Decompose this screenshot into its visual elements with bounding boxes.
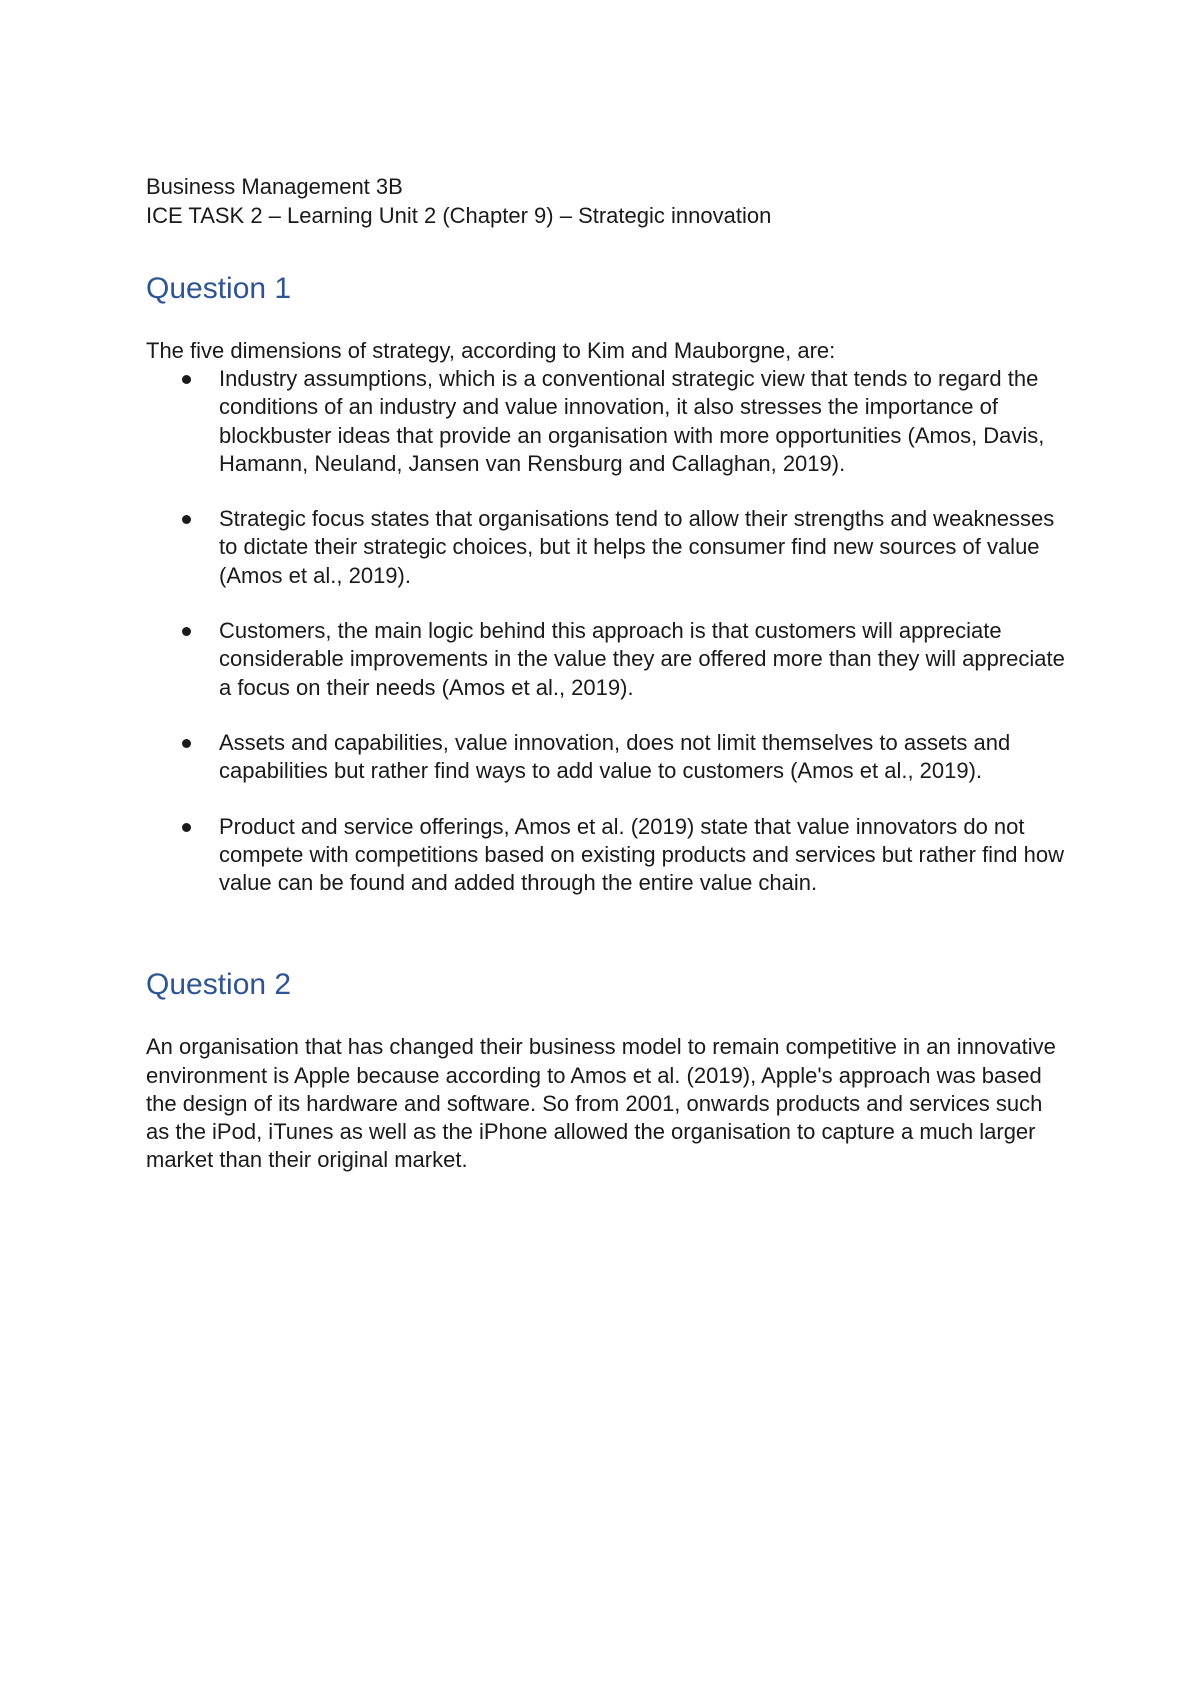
question-1-heading: Question 1	[146, 272, 292, 305]
course-title: Business Management 3B	[146, 174, 403, 199]
bullet-icon	[182, 515, 191, 524]
bullet-icon	[182, 823, 191, 832]
document-body	[146, 172, 1066, 1174]
list-item	[146, 365, 1066, 478]
bullet-icon	[182, 375, 191, 384]
list-item	[146, 729, 1066, 786]
list-item-text: Product and service offerings, Amos et al. (2019) state that value innovators do not compete with competitions based on existing products and services but rather find how value can be found and added through the entire value chain.	[219, 813, 1065, 896]
list-item	[146, 505, 1066, 590]
list-item	[146, 617, 1066, 702]
list-item-text: Customers, the main logic behind this approach is that customers will appreciate considerable improvements in the value they are offered more than they will appreciate a focus on their needs (Amos et al., 2019).	[219, 618, 1065, 700]
list-item	[146, 813, 1066, 898]
bullet-icon	[182, 627, 191, 636]
question-2-answer: An organisation that has changed their business model to remain competitive in an innovative environment is Apple because according to Amos et al. (2019), Apple's approach was based the design of its hardware and software. So from 2001, onwards products and services such as the iPod, iTunes as well as the iPhone allowed the organisation to capture a much larger market than their original market.	[146, 1034, 1056, 1173]
list-item-text: Industry assumptions, which is a conventional strategic view that tends to regard the conditions of an industry and value innovation, it also stresses the importance of blockbuster ideas that provide an organisation with more opportunities (Amos, Davis, Hamann, Neuland, Jansen van Rensburg and Callaghan, 2019).	[219, 366, 1045, 476]
task-title: ICE TASK 2 – Learning Unit 2 (Chapter 9) – Strategic innovation	[146, 203, 772, 228]
question-1-intro: The five dimensions of strategy, according to Kim and Mauborgne, are:	[146, 338, 836, 363]
list-item-text: Assets and capabilities, value innovation, does not limit themselves to assets and capabilities but rather find ways to add value to customers (Amos et al., 2019).	[219, 729, 1011, 784]
question-2-heading: Question 2	[146, 968, 292, 1002]
list-item-text: Strategic focus states that organisations tend to allow their strengths and weaknesses to dictate their strategic choices, but it helps the consumer find new sources of value (Amos et al., 2019).	[219, 506, 1055, 588]
dimensions-list	[146, 365, 1066, 897]
bullet-icon	[182, 739, 191, 748]
